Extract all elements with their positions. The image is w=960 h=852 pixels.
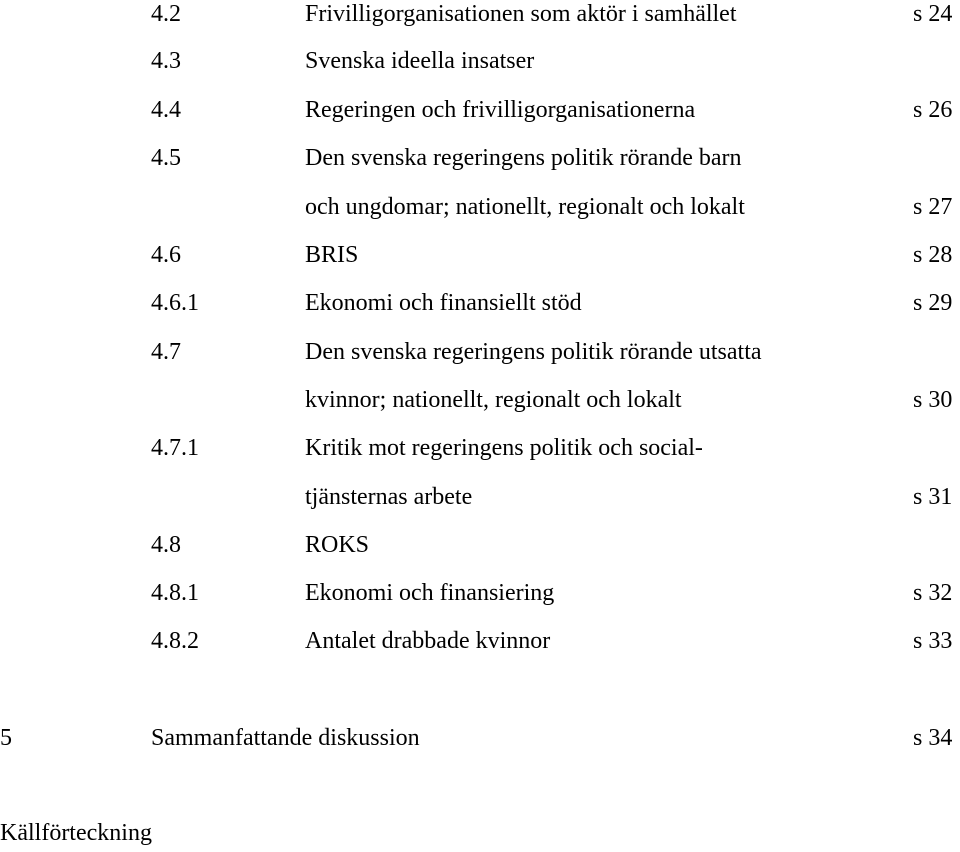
toc-page-4-8-1: s 32 xyxy=(913,580,953,606)
toc-page-4-7-1: s 31 xyxy=(913,484,953,510)
toc-title-4-6-1: Ekonomi och finansiellt stöd xyxy=(305,290,582,316)
toc-number-4-6: 4.6 xyxy=(151,242,181,268)
toc-page-4-4: s 26 xyxy=(913,97,953,123)
toc-number-5: 5 xyxy=(0,725,12,751)
toc-title-references: Källförteckning xyxy=(0,820,152,846)
toc-page-4-5: s 27 xyxy=(913,194,953,220)
toc-page-4-6: s 28 xyxy=(913,242,953,268)
toc-title-4-3: Svenska ideella insatser xyxy=(305,48,535,74)
toc-number-4-7: 4.7 xyxy=(151,339,181,365)
toc-number-4-8-1: 4.8.1 xyxy=(151,580,199,606)
toc-number-4-6-1: 4.6.1 xyxy=(151,290,199,316)
toc-number-4-8-2: 4.8.2 xyxy=(151,628,199,654)
toc-number-4-5: 4.5 xyxy=(151,145,181,171)
toc-title-4-7-line1: Den svenska regeringens politik rörande utsatta xyxy=(305,339,762,365)
toc-page-4-7: s 30 xyxy=(913,387,953,413)
toc-title-4-8-1: Ekonomi och finansiering xyxy=(305,580,555,606)
toc-title-4-8-2: Antalet drabbade kvinnor xyxy=(305,628,551,654)
toc-title-4-6: BRIS xyxy=(305,242,359,268)
toc-number-4-8: 4.8 xyxy=(151,532,181,558)
toc-page-4-6-1: s 29 xyxy=(913,290,953,316)
toc-title-4-7-1-line1: Kritik mot regeringens politik och social- xyxy=(305,435,703,461)
toc-title-4-5-line1: Den svenska regeringens politik rörande barn xyxy=(305,145,742,171)
toc-title-4-4: Regeringen och frivilligorganisationerna xyxy=(305,97,696,123)
toc-title-5: Sammanfattande diskussion xyxy=(151,725,420,751)
toc-number-4-4: 4.4 xyxy=(151,97,181,123)
toc-title-4-2: Frivilligorganisationen som aktör i samhället xyxy=(305,1,737,27)
toc-number-4-7-1: 4.7.1 xyxy=(151,435,199,461)
toc-number-4-2: 4.2 xyxy=(151,1,181,27)
toc-page-4-2: s 24 xyxy=(913,1,953,27)
toc-page-5: s 34 xyxy=(913,725,953,751)
toc-number-4-3: 4.3 xyxy=(151,48,181,74)
toc-page-4-8-2: s 33 xyxy=(913,628,953,654)
toc-title-4-5-line2: och ungdomar; nationellt, regionalt och lokalt xyxy=(305,194,745,220)
toc-title-4-7-1-line2: tjänsternas arbete xyxy=(305,484,473,510)
toc-title-4-7-line2: kvinnor; nationellt, regionalt och lokalt xyxy=(305,387,682,413)
toc-title-4-8: ROKS xyxy=(305,532,370,558)
